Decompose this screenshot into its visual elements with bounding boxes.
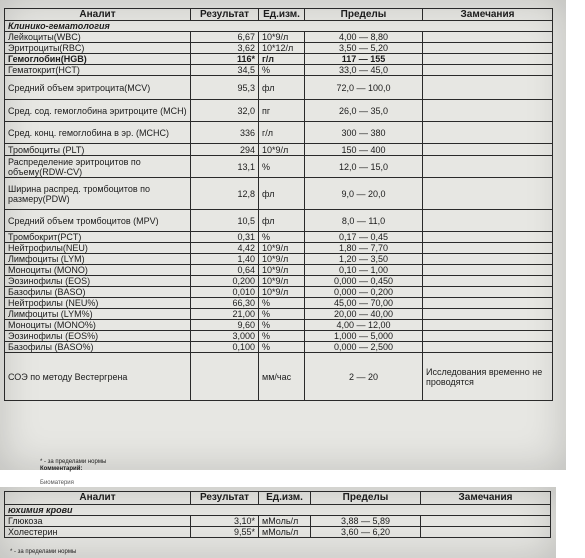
unit-cell: % [259,156,305,178]
note-cell [423,65,553,76]
result-cell: 116* [191,54,259,65]
note-cell: Исследования временно не проводятся [423,353,553,401]
biochemistry-table [4,491,551,538]
section-row [5,21,553,32]
result-cell: 10,5 [191,210,259,232]
range-cell: 1,20 — 3,50 [305,254,423,265]
analyte-cell: Нейтрофилы (NEU%) [5,298,191,309]
result-cell: 336 [191,122,259,144]
range-cell: 4,00 — 8,80 [305,32,423,43]
unit-cell: 10*9/л [259,254,305,265]
result-cell: 0,64 [191,265,259,276]
range-cell: 3,88 — 5,89 [311,516,421,527]
unit-cell: пг [259,100,305,122]
header-result: Результат [191,492,259,505]
range-cell: 8,0 — 11,0 [305,210,423,232]
range-cell: 9,0 — 20,0 [305,178,423,210]
analyte-cell: СОЭ по методу Вестергрена [5,353,191,401]
unit-cell: % [259,298,305,309]
range-cell: 0,000 — 0,450 [305,276,423,287]
table-row [5,276,553,287]
unit-cell: 10*9/л [259,32,305,43]
result-cell: 3,000 [191,331,259,342]
range-cell: 300 — 380 [305,122,423,144]
note-cell [423,178,553,210]
table-row [5,210,553,232]
header-range: Пределы [311,492,421,505]
note-cell [421,527,551,538]
table-row [5,178,553,210]
unit-cell: г/л [259,54,305,65]
note-cell [423,122,553,144]
header-unit: Ед.изм. [259,9,305,21]
table-row [5,54,553,65]
range-cell: 0,000 — 0,200 [305,287,423,298]
header-analyte: Аналит [5,492,191,505]
table-row [5,527,551,538]
range-cell: 0,17 — 0,45 [305,232,423,243]
analyte-cell: Лимфоциты (LYM) [5,254,191,265]
analyte-cell: Моноциты (MONO) [5,265,191,276]
note-cell [423,265,553,276]
note-cell [423,254,553,265]
table-row [5,320,553,331]
range-cell: 0,000 — 2,500 [305,342,423,353]
result-cell: 95,3 [191,76,259,100]
note-cell [423,331,553,342]
analyte-cell: Базофилы (BASO) [5,287,191,298]
hematology-table [4,8,553,401]
unit-cell: фл [259,210,305,232]
result-cell: 13,1 [191,156,259,178]
analyte-cell: Средний объем тромбоцитов (MPV) [5,210,191,232]
unit-cell: 10*9/л [259,265,305,276]
unit-cell: % [259,232,305,243]
range-cell: 72,0 — 100,0 [305,76,423,100]
range-cell: 45,00 — 70,00 [305,298,423,309]
analyte-cell: Нейтрофилы(NEU) [5,243,191,254]
table-row [5,287,553,298]
result-cell: 12,8 [191,178,259,210]
section-title: Клинико-гематология [5,21,553,32]
note-cell [423,342,553,353]
range-cell: 3,60 — 6,20 [311,527,421,538]
table-row [5,144,553,156]
analyte-cell: Моноциты (MONO%) [5,320,191,331]
analyte-cell: Базофилы (BASO%) [5,342,191,353]
analyte-cell: Тромбокрит(PCT) [5,232,191,243]
unit-cell: 10*12/л [259,43,305,54]
unit-cell: фл [259,76,305,100]
note-cell [423,32,553,43]
unit-cell: 10*9/л [259,287,305,298]
analyte-cell: Сред. сод. гемоглобина эритроците (MCH) [5,100,191,122]
unit-cell: % [259,65,305,76]
analyte-cell: Лейкоциты(WBC) [5,32,191,43]
result-cell: 1,40 [191,254,259,265]
range-cell: 26,0 — 35,0 [305,100,423,122]
note-cell [423,287,553,298]
note-cell [423,309,553,320]
analyte-cell: Гематокрит(HCT) [5,65,191,76]
result-cell: 3,62 [191,43,259,54]
note-cell [423,43,553,54]
analyte-cell: Средний объем эритроцита(MCV) [5,76,191,100]
table-row [5,32,553,43]
range-cell: 20,00 — 40,00 [305,309,423,320]
unit-cell: мМоль/л [259,527,311,538]
header-unit: Ед.изм. [259,492,311,505]
table-row [5,516,551,527]
result-cell: 0,200 [191,276,259,287]
result-cell: 21,00 [191,309,259,320]
unit-cell: г/л [259,122,305,144]
range-cell: 4,00 — 12,00 [305,320,423,331]
header-notes: Замечания [423,9,553,21]
note-cell [423,243,553,254]
unit-cell: мм/час [259,353,305,401]
analyte-cell: Лимфоциты (LYM%) [5,309,191,320]
table-row [5,254,553,265]
note-cell [423,156,553,178]
unit-cell: мМоль/л [259,516,311,527]
table-row [5,43,553,54]
range-cell: 1,80 — 7,70 [305,243,423,254]
table-row [5,243,553,254]
header-result: Результат [191,9,259,21]
partial-line: Биоматерия [40,480,74,486]
result-cell: 4,42 [191,243,259,254]
range-cell: 2 — 20 [305,353,423,401]
result-cell: 9,60 [191,320,259,331]
note-cell [423,210,553,232]
range-cell: 12,0 — 15,0 [305,156,423,178]
result-cell: 294 [191,144,259,156]
result-cell: 66,30 [191,298,259,309]
result-cell: 9,55* [191,527,259,538]
result-cell: 0,31 [191,232,259,243]
range-cell: 0,10 — 1,00 [305,265,423,276]
range-cell: 33,0 — 45,0 [305,65,423,76]
unit-cell: % [259,342,305,353]
section-title: юхимия крови [5,505,551,516]
unit-cell: 10*9/л [259,276,305,287]
table-row [5,309,553,320]
unit-cell: 10*9/л [259,144,305,156]
table-row [5,353,553,401]
section-row [5,505,551,516]
result-cell: 3,10* [191,516,259,527]
table-row [5,298,553,309]
analyte-cell: Ширина распред. тромбоцитов по размеру(PDW) [5,178,191,210]
note-cell [423,76,553,100]
header-analyte: Аналит [5,9,191,21]
analyte-cell: Эритроциты(RBC) [5,43,191,54]
comment-label: Комментарий: [40,466,83,472]
note-cell [423,320,553,331]
result-cell [191,353,259,401]
result-cell: 0,100 [191,342,259,353]
footnote-bio: * - за пределами нормы [10,549,77,555]
note-cell [423,232,553,243]
table-row [5,342,553,353]
table-row [5,76,553,100]
table-header-row [5,492,551,505]
analyte-cell: Сред. конц. гемоглобина в эр. (MCHC) [5,122,191,144]
result-cell: 0,010 [191,287,259,298]
note-cell [423,144,553,156]
unit-cell: 10*9/л [259,243,305,254]
analyte-cell: Холестерин [5,527,191,538]
analyte-cell: Эозинофилы (EOS) [5,276,191,287]
note-cell [423,298,553,309]
analyte-cell: Гемоглобин(HGB) [5,54,191,65]
analyte-cell: Распределение эритроцитов по объему(RDW-CV) [5,156,191,178]
range-cell: 1,000 — 5,000 [305,331,423,342]
range-cell: 3,50 — 5,20 [305,43,423,54]
table-header-row [5,9,553,21]
unit-cell: % [259,331,305,342]
result-cell: 32,0 [191,100,259,122]
note-cell [423,276,553,287]
note-cell [423,54,553,65]
table-row [5,331,553,342]
unit-cell: фл [259,178,305,210]
table-row [5,122,553,144]
range-cell: 117 — 155 [305,54,423,65]
result-cell: 6,67 [191,32,259,43]
table-row [5,65,553,76]
table-row [5,232,553,243]
header-notes: Замечания [421,492,551,505]
unit-cell: % [259,309,305,320]
analyte-cell: Эозинофилы (EOS%) [5,331,191,342]
range-cell: 150 — 400 [305,144,423,156]
table-row [5,100,553,122]
header-range: Пределы [305,9,423,21]
table-row [5,156,553,178]
table-row [5,265,553,276]
result-cell: 34,5 [191,65,259,76]
analyte-cell: Глюкоза [5,516,191,527]
analyte-cell: Тромбоциты (PLT) [5,144,191,156]
note-cell [423,100,553,122]
unit-cell: % [259,320,305,331]
footnote: * - за пределами нормы [40,459,107,465]
note-cell [421,516,551,527]
